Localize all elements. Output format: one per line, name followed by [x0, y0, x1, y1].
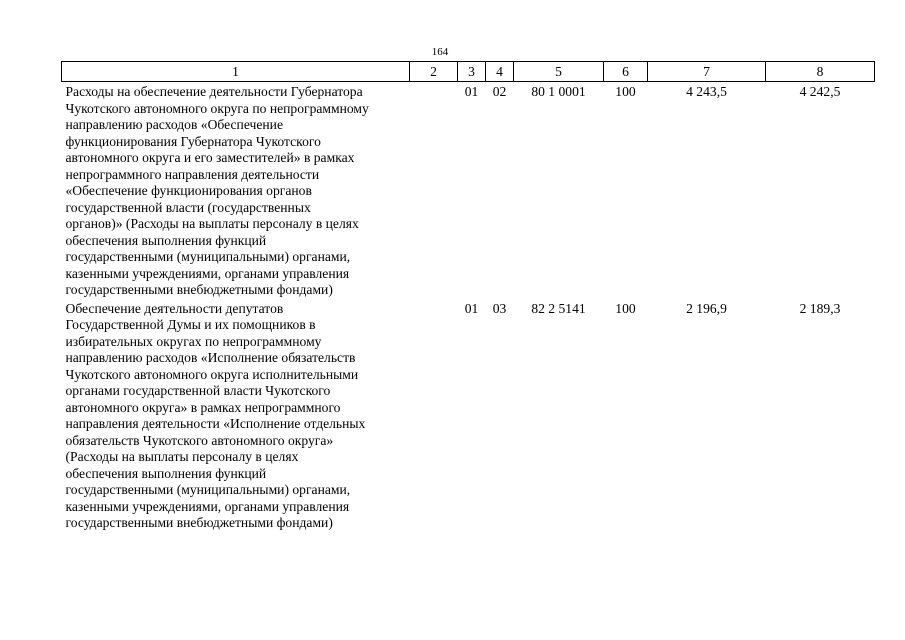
row-description — [62, 82, 410, 299]
header-col-6: 6 — [604, 62, 648, 82]
row-target-article: 80 1 0001 — [531, 84, 586, 99]
row-amount-col-8: 2 189,3 — [799, 300, 841, 316]
description-line: направления деятельности «Исполнение отдельных — [65, 416, 366, 431]
row-amount-col-7: 4 243,5 — [686, 84, 727, 99]
description-line: органами государственной власти Чукотского — [65, 383, 331, 398]
header-col-8: 8 — [766, 62, 875, 82]
description-line: (Расходы на выплаты персоналу в целях — [65, 449, 299, 464]
row-expense-type: 100 — [615, 84, 636, 99]
header-col-4: 4 — [486, 62, 514, 82]
row-subsection-code: 02 — [492, 84, 507, 99]
description-line: обеспечения выполнения функций — [65, 232, 267, 248]
header-col-7: 7 — [648, 62, 766, 82]
row-col-2 — [410, 82, 458, 299]
description-line: государственной власти (государственных — [65, 199, 311, 215]
header-row — [62, 62, 875, 82]
description-line: органов)» (Расходы на выплаты персоналу в целях — [65, 216, 359, 231]
header-col-1: 1 — [62, 62, 410, 82]
budget-table — [61, 61, 875, 532]
description-line: автономного округа и его заместителей» в рамках — [65, 150, 355, 165]
row-section-code: 01 — [464, 300, 479, 316]
row-expense-type: 100 — [615, 300, 636, 316]
row-amount-col-8: 4 242,5 — [799, 84, 841, 99]
description-line: обеспечения выполнения функций — [65, 465, 267, 481]
row-target-article: 82 2 5141 — [531, 300, 586, 316]
description-line: функционирования Губернатора Чукотского — [65, 133, 321, 149]
description-line: направлению расходов «Обеспечение — [65, 117, 283, 132]
description-line: избирательных округах по непрограммному — [65, 333, 322, 349]
page-number: 164 — [431, 46, 449, 58]
description-line: Обеспечение деятельности депутатов — [65, 300, 284, 316]
header-col-3: 3 — [458, 62, 486, 82]
row-amount-col-7: 2 196,9 — [686, 300, 727, 316]
description-line: автономного округа» в рамках непрограммного — [65, 399, 341, 415]
table-row — [62, 299, 875, 532]
header-col-5: 5 — [514, 62, 604, 82]
description-line: Расходы на обеспечение деятельности Губернатора — [65, 84, 363, 99]
description-line: направлению расходов «Исполнение обязательств — [65, 350, 356, 365]
description-line: Чукотского автономного округа исполнительными — [65, 366, 359, 382]
description-line: обязательств Чукотского автономного округа» — [65, 432, 334, 448]
description-line: Чукотского автономного округа по непрограммному — [65, 100, 369, 116]
description-line: казенными учреждениями, органами управления — [65, 265, 350, 281]
description-line: государственными (муниципальными) органами, — [65, 482, 351, 497]
row-description — [62, 299, 410, 532]
row-subsection-code: 03 — [492, 300, 507, 316]
row-section-code: 01 — [464, 84, 479, 99]
description-line: непрограммного направления деятельности — [65, 166, 320, 182]
description-line: государственными внебюджетными фондами) — [65, 282, 333, 297]
row-col-2 — [410, 299, 458, 532]
table-row — [62, 82, 875, 299]
description-line: казенными учреждениями, органами управления — [65, 498, 350, 514]
description-line: «Обеспечение функционирования органов — [65, 183, 312, 198]
description-line: Государственной Думы и их помощников в — [65, 317, 316, 332]
header-col-2: 2 — [410, 62, 458, 82]
description-line: государственными (муниципальными) органами, — [65, 249, 351, 264]
description-line: государственными внебюджетными фондами) — [65, 515, 333, 530]
